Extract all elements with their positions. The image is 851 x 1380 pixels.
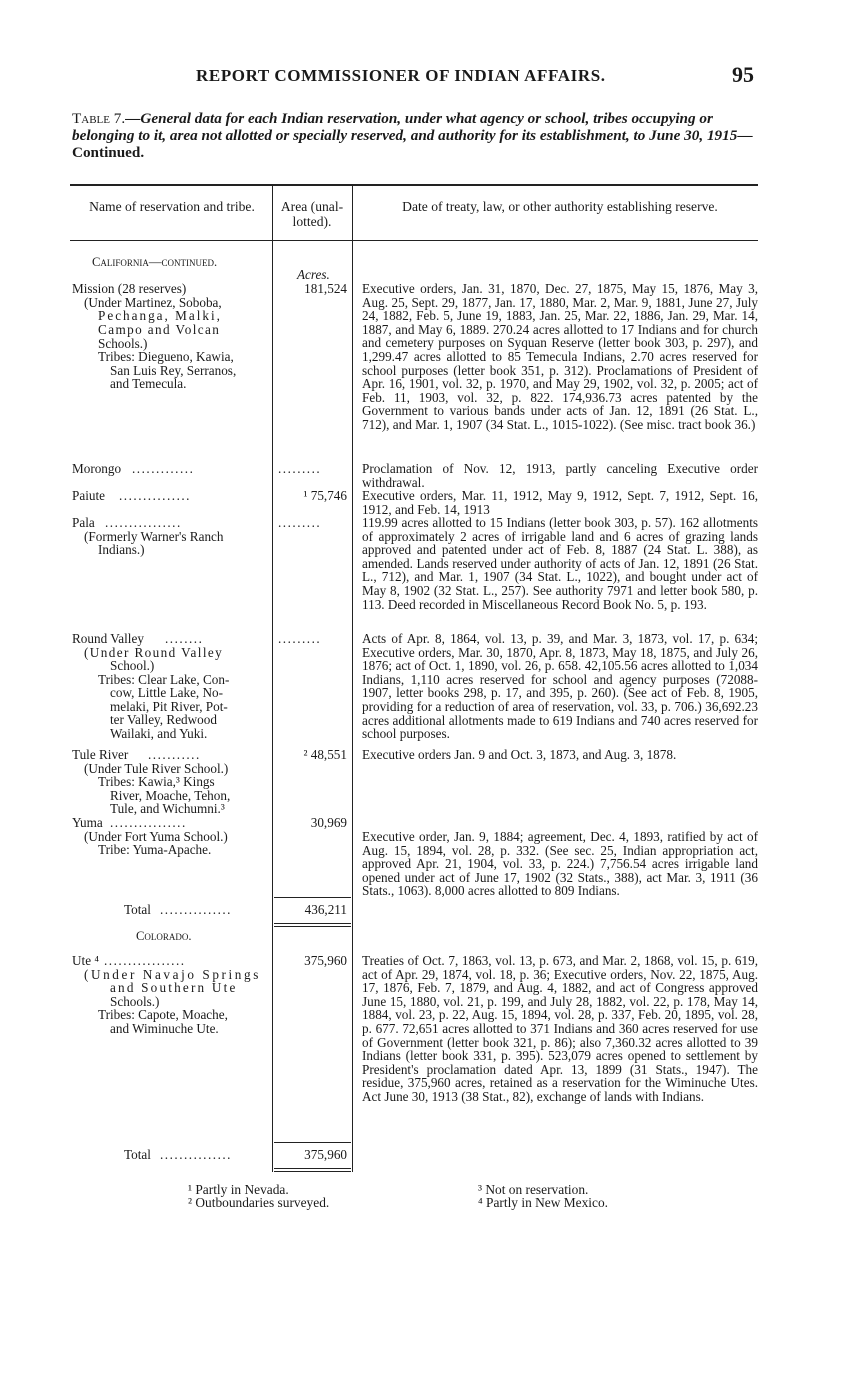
reservation-detail: Schools.) bbox=[110, 994, 160, 1009]
area-value: 181,524 bbox=[304, 281, 347, 296]
caption-tail: —Continued. bbox=[72, 127, 753, 161]
reservation-name: Paiute bbox=[72, 488, 105, 503]
reservation-detail: Tribe: Yuma-Apache. bbox=[98, 842, 212, 857]
total-double-rule bbox=[274, 1171, 351, 1172]
footnote: ⁴ Partly in New Mexico. bbox=[478, 1195, 608, 1210]
reservation-detail: Schools.) bbox=[98, 336, 148, 351]
reservation-detail: (Under Martinez, Soboba, bbox=[84, 295, 222, 310]
column-header-name: Name of reservation and tribe. bbox=[89, 199, 255, 214]
header-bottom-rule bbox=[70, 240, 758, 241]
column-divider-right bbox=[352, 186, 353, 1172]
area-value: 30,969 bbox=[310, 815, 347, 830]
reservation-detail: melaki, Pit River, Pot- bbox=[110, 699, 228, 714]
total-label: Total bbox=[124, 1147, 151, 1162]
area-placeholder-dots: ......... bbox=[278, 461, 322, 476]
reservation-detail: (Under Fort Yuma School.) bbox=[84, 829, 228, 844]
reservation-name: Ute ⁴ bbox=[72, 953, 99, 968]
reservation-detail: and Southern Ute bbox=[110, 980, 238, 995]
leader-dots: ........ bbox=[165, 631, 204, 646]
authority-text: Executive orders, Jan. 31, 1870, Dec. 27, 1875, May 15, 1876, May 3, Aug. 25, Sept. 29, 1877, Jan. 17, 1880, Mar. 2, Mar. 9, 1881, June 27, July 24, 1882, Feb. 5, June 19, 1883, Jan. 25, Mar. 22, 1886, Jan. 29, Mar. 14, 1887, and May 6, 1889. 270.24 acres allotted to 17 Indians and for church and cemetery purposes on Syquan Reserve (letter book 303, p. 297), and 1,299.47 acres allotted to 85 Temecula Indians, 2.70 acres reserved for school purposes (letter book 351, p. 312). Proclamations of President of Apr. 16, 1901, vol. 32, p. 1970, and May 29, 1902, vol. 32, p. 2005; act of Feb. 11, 1903, vol. 32, p. 822. 174,936.73 acres patented by the Government to various bands under acts of Jan. 12, 1891 (26 Stat. L., 712), and Mar. 1, 1907 (34 Stat. L., 1015-1022). (See misc. tract book 36.) bbox=[362, 281, 758, 432]
leader-dots: ............... bbox=[119, 488, 191, 503]
leader-dots: ............... bbox=[160, 1147, 232, 1162]
total-double-rule bbox=[274, 1168, 351, 1169]
total-colorado-value: 375,960 bbox=[304, 1147, 347, 1162]
total-double-rule bbox=[274, 926, 351, 927]
table-top-rule bbox=[70, 184, 758, 186]
reservation-detail: (Under Round Valley bbox=[84, 645, 224, 660]
leader-dots: ............... bbox=[160, 902, 232, 917]
reservation-detail: Tribes: Clear Lake, Con- bbox=[98, 672, 230, 687]
authority-text: 119.99 acres allotted to 15 Indians (letter book 303, p. 57). 162 allotments of approximately 2 acres of irrigable land and 6 acres of grazing lands approved and patented under act of Feb. 8, 1887 (24 Stat. L. 388), as amended. Lands reserved under authority of acts of Jan. 12, 1891 (26 Stat. L., 712), and Mar. 1, 1907 (34 Stat. L., 1022), and bought under act of May 8, 1902 (32 Stat. L., 257). See authority 7971 and letter book 580, p. 113. Deed recorded in Miscellaneous Record Book No. 5, p. 193. bbox=[362, 515, 758, 612]
reservation-detail: Pechanga, Malki, bbox=[98, 308, 222, 323]
total-rule bbox=[274, 1142, 351, 1143]
column-header-area: Area (unal-lotted). bbox=[280, 199, 344, 229]
reservation-name: Round Valley bbox=[72, 631, 144, 646]
area-value: ² 48,551 bbox=[303, 747, 347, 762]
caption-text: —General data for each Indian reservation, under what agency or school, tribes occupying or belonging to it, area not allotted or specially reserved, and authority for its establishment, to June 30, 1915 bbox=[72, 110, 738, 144]
reservation-detail: Campo and Volcan bbox=[98, 322, 221, 337]
authority-text: Acts of Apr. 8, 1864, vol. 13, p. 39, and Mar. 3, 1873, vol. 17, p. 634; Executive orders, Mar. 30, 1870, Apr. 8, 1873, May 18, 1875, and July 26, 1876; act of Oct. 1, 1890, vol. 26, p. 658. 42,105.56 acres allotted to 1,034 Indians, 1,110 acres reserved for school and agency purposes (72088-1907, letter books 298, p. 17, and 395, p. 260). (See act of Feb. 8, 1905, providing for a reduction of area of reservation, vol. 33, p. 706.) 36,692.23 acres additional allotments made to 619 Indians and 740 acres reserved for school purposes. bbox=[362, 631, 758, 742]
reservation-detail: Tribes: Diegueno, Kawia, bbox=[98, 349, 234, 364]
section-heading-colorado: Colorado. bbox=[136, 929, 192, 943]
reservation-detail: ter Valley, Redwood bbox=[110, 712, 217, 727]
area-value: 375,960 bbox=[304, 953, 347, 968]
reservation-detail: Tribes: Kawia,³ Kings bbox=[98, 774, 215, 789]
authority-text: Executive order, Jan. 9, 1884; agreement, Dec. 4, 1893, ratified by act of Aug. 15, 1894, vol. 28, p. 332. (See sec. 25, Indian appropriation act, approved Apr. 21, 1904, vol. 33, p. 224.) 7,756.54 acres irrigable land opened under act of June 17, 1902 (32 Stats., 388), act Mar. 3, 1911 (36 Stats., 1063). 8,000 acres allotted to 809 Indians. bbox=[362, 829, 758, 899]
total-california-value: 436,211 bbox=[304, 902, 347, 917]
authority-text: Executive orders, Mar. 11, 1912, May 9, 1912, Sept. 7, 1912, Sept. 16, 1912, and Feb. 14, 1913 bbox=[362, 488, 758, 517]
reservation-detail: River, Moache, Tehon, bbox=[110, 788, 231, 803]
area-value: ¹ 75,746 bbox=[303, 488, 347, 503]
total-label: Total bbox=[124, 902, 151, 917]
reservation-detail: Tule, and Wichumni.³ bbox=[110, 801, 225, 816]
caption-lead: Table 7. bbox=[72, 110, 126, 127]
reservation-detail: School.) bbox=[110, 658, 155, 673]
reservation-detail: (Under Navajo Springs bbox=[84, 967, 261, 982]
column-divider-left bbox=[272, 186, 273, 1172]
leader-dots: ............. bbox=[132, 461, 195, 476]
section-heading-california: California—continued. bbox=[92, 255, 218, 269]
authority-text: Executive orders Jan. 9 and Oct. 3, 1873, and Aug. 3, 1878. bbox=[362, 747, 677, 762]
running-header: REPORT COMMISSIONER OF INDIAN AFFAIRS. bbox=[196, 66, 606, 85]
reservation-detail: cow, Little Lake, No- bbox=[110, 685, 224, 700]
reservation-detail: Indians.) bbox=[98, 542, 145, 557]
area-units-label: Acres. bbox=[297, 267, 330, 282]
leader-dots: ................. bbox=[104, 953, 186, 968]
footnote: ³ Not on reservation. bbox=[478, 1182, 589, 1197]
reservation-detail: (Under Tule River School.) bbox=[84, 761, 229, 776]
reservation-detail: Tribes: Capote, Moache, bbox=[98, 1007, 228, 1022]
reservation-name: Yuma bbox=[72, 815, 103, 830]
column-header-authority: Date of treaty, law, or other authority establishing reserve. bbox=[402, 199, 718, 214]
footnote: ² Outboundaries surveyed. bbox=[188, 1195, 330, 1210]
reservation-detail: San Luis Rey, Serranos, bbox=[110, 363, 237, 378]
reservation-name: Pala bbox=[72, 515, 95, 530]
leader-dots: ................ bbox=[105, 515, 182, 530]
page-number: 95 bbox=[732, 62, 754, 87]
reservation-detail: and Temecula. bbox=[110, 376, 187, 391]
table-caption bbox=[72, 110, 760, 161]
reservation-name: Morongo bbox=[72, 461, 122, 476]
reservation-name: Mission (28 reserves) bbox=[72, 281, 187, 296]
footnote: ¹ Partly in Nevada. bbox=[188, 1182, 289, 1197]
leader-dots: ................ bbox=[110, 815, 187, 830]
reservation-detail: and Wiminuche Ute. bbox=[110, 1021, 219, 1036]
authority-text: Proclamation of Nov. 12, 1913, partly canceling Executive order withdrawal. bbox=[362, 461, 758, 490]
leader-dots: ........... bbox=[148, 747, 201, 762]
reservation-detail: (Formerly Warner's Ranch bbox=[84, 529, 224, 544]
authority-text: Treaties of Oct. 7, 1863, vol. 13, p. 673, and Mar. 2, 1868, vol. 15, p. 619, act of Apr. 29, 1874, vol. 18, p. 36; Executive orders, Nov. 22, 1875, Aug. 17, 1876, Feb. 7, 1879, and Aug. 4, 1882, and act of Congress approved June 15, 1880, vol. 21, p. 199, and July 28, 1882, vol. 22, p. 178, May 14, 1884, vol. 23, p. 22, Aug. 15, 1894, vol. 28, p. 337, Feb. 20, 1895, vol. 28, p. 677. 72,651 acres allotted to 371 Indians and 360 acres reserved for use of Government (letter book 321, p. 86); also 7,360.32 acres allotted to 39 Indians (letter book 331, p. 395). 523,079 acres opened to settlement by President's proclamation dated Apr. 13, 1899 (31 Stats., 1947). The residue, 375,960 acres, retained as a reservation for the Wiminuche Utes. Act June 30, 1913 (38 Stat., 82), exchange of lands with Indians. bbox=[362, 953, 758, 1104]
reservation-name: Tule River bbox=[72, 747, 129, 762]
total-rule bbox=[274, 897, 351, 898]
reservation-detail: Wailaki, and Yuki. bbox=[110, 726, 208, 741]
total-double-rule bbox=[274, 923, 351, 924]
area-placeholder-dots: ......... bbox=[278, 631, 322, 646]
area-placeholder-dots: ......... bbox=[278, 515, 322, 530]
